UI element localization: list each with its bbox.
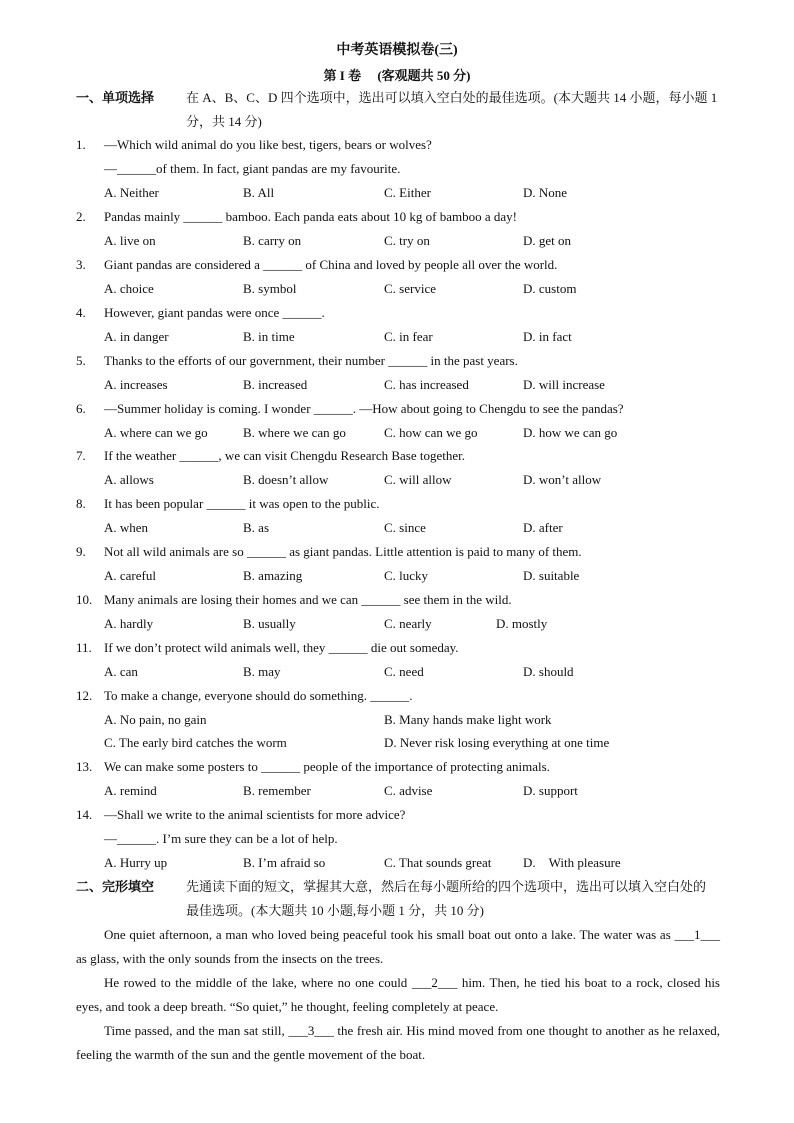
option-b[interactable]: B. amazing: [243, 568, 303, 583]
question-14-line-2: [76, 827, 720, 851]
question-2-options: [104, 229, 724, 253]
option-b[interactable]: B. carry on: [243, 233, 302, 248]
option-c[interactable]: C. has increased: [384, 377, 469, 392]
question-12-options-row-1: [104, 708, 724, 732]
section-1-label: 一、单项选择: [76, 90, 155, 105]
option-d[interactable]: D. With pleasure: [523, 855, 621, 870]
option-d[interactable]: D. will increase: [523, 377, 605, 392]
question-1-line-2: [76, 157, 720, 181]
option-c[interactable]: C. nearly: [384, 616, 432, 631]
option-d[interactable]: D. custom: [523, 281, 577, 296]
option-d[interactable]: D. in fact: [523, 329, 572, 344]
question-7-options: [104, 468, 724, 492]
option-a[interactable]: A. live on: [104, 233, 156, 248]
passage-paragraph: He rowed to the middle of the lake, where no one could ___2___ him. Then, he tied his boat to a rock, closed his eyes, and took a deep breath. “So quiet,” he thought, feeling completely at peace.: [76, 975, 720, 1014]
section-2-header: [76, 875, 716, 918]
question-14-options: [104, 851, 724, 875]
question-number: 14.: [76, 807, 93, 822]
question-13-options: [104, 779, 724, 803]
question-3: [76, 253, 720, 277]
question-stem: To make a change, everyone should do something. ______.: [104, 688, 413, 703]
question-number: 11.: [76, 640, 92, 655]
question-stem: Giant pandas are considered a ______ of China and loved by people all over the world.: [104, 257, 558, 272]
section-1-header: [76, 86, 718, 129]
option-d[interactable]: D. Never risk losing everything at one time: [384, 735, 610, 750]
question-number: 6.: [76, 401, 86, 416]
question-stem: Thanks to the efforts of our government, their number ______ in the past years.: [104, 353, 518, 368]
question-stem: However, giant pandas were once ______.: [104, 305, 325, 320]
question-1-options: [104, 181, 724, 205]
question-12: [76, 684, 720, 708]
option-d[interactable]: D. None: [523, 185, 568, 200]
option-b[interactable]: B. usually: [243, 616, 296, 631]
option-a[interactable]: A. where can we go: [104, 425, 208, 440]
option-a[interactable]: A. remind: [104, 783, 157, 798]
passage-paragraph: One quiet afternoon, a man who loved being peaceful took his small boat out onto a lake. The water was as ___1___ as glass, with the only sounds from the insects on the trees.: [76, 927, 720, 966]
option-d[interactable]: D. should: [523, 664, 574, 679]
option-d[interactable]: D. support: [523, 783, 578, 798]
question-stem: It has been popular ______ it was open to the public.: [104, 496, 380, 511]
question-stem: We can make some posters to ______ people of the importance of protecting animals.: [104, 759, 550, 774]
question-8: [76, 492, 720, 516]
question-7: [76, 444, 720, 468]
question-number: 1.: [76, 137, 86, 152]
option-a[interactable]: A. in danger: [104, 329, 169, 344]
question-4: [76, 301, 720, 325]
option-a[interactable]: A. choice: [104, 281, 154, 296]
question-6-options: [104, 421, 724, 445]
option-b[interactable]: B. increased: [243, 377, 308, 392]
option-b[interactable]: B. I’m afraid so: [243, 855, 326, 870]
question-stem: If we don’t protect wild animals well, they ______ die out someday.: [104, 640, 459, 655]
option-b[interactable]: B. where we can go: [243, 425, 346, 440]
question-stem: Pandas mainly ______ bamboo. Each panda eats about 10 kg of bamboo a day!: [104, 209, 518, 224]
question-stem-2: —______of them. In fact, giant pandas are my favourite.: [104, 161, 401, 176]
section-2-instruction: 先通读下面的短文，掌握其大意，然后在每小题所给的四个选项中，选出可以填入空白处的最佳选项。(本大题共 10 小题,每小题 1 分，共 10 分): [186, 879, 707, 918]
option-c[interactable]: C. Either: [384, 185, 431, 200]
option-a[interactable]: A. can: [104, 664, 138, 679]
option-c[interactable]: C. That sounds great: [384, 855, 492, 870]
question-5-options: [104, 373, 724, 397]
question-11-options: [104, 660, 724, 684]
question-14: [76, 803, 720, 827]
question-3-options: [104, 277, 724, 301]
option-b[interactable]: B. remember: [243, 783, 311, 798]
question-stem: —Summer holiday is coming. I wonder ______. —How about going to Chengdu to see the pandas?: [104, 401, 624, 416]
option-d[interactable]: D. how we can go: [523, 425, 618, 440]
question-number: 8.: [76, 496, 86, 511]
question-number: 13.: [76, 759, 93, 774]
question-stem: If the weather ______, we can visit Chengdu Research Base together.: [104, 448, 465, 463]
section-1-instruction: 在 A、B、C、D 四个选项中，选出可以填入空白处的最佳选项。(本大题共 14 小题，每小题 1 分，共 14 分): [186, 90, 718, 129]
question-number: 2.: [76, 209, 86, 224]
question-stem-2: —______. I’m sure they can be a lot of help.: [104, 831, 338, 846]
question-12-options-row-2: [104, 731, 724, 755]
question-11: [76, 636, 720, 660]
option-c[interactable]: C. lucky: [384, 568, 429, 583]
option-b[interactable]: B. Many hands make light work: [384, 712, 552, 727]
option-b[interactable]: B. as: [243, 520, 269, 535]
question-stem: —Which wild animal do you like best, tigers, bears or wolves?: [104, 137, 432, 152]
question-stem: —Shall we write to the animal scientists for more advice?: [104, 807, 406, 822]
option-d[interactable]: D. mostly: [496, 616, 548, 631]
question-1: [76, 133, 720, 157]
option-a[interactable]: A. allows: [104, 472, 154, 487]
question-4-options: [104, 325, 724, 349]
option-c[interactable]: C. The early bird catches the worm: [104, 735, 287, 750]
question-9: [76, 540, 720, 564]
option-c[interactable]: C. advise: [384, 783, 433, 798]
question-number: 5.: [76, 353, 86, 368]
option-c[interactable]: C. try on: [384, 233, 430, 248]
question-10: [76, 588, 720, 612]
question-10-options: [104, 612, 724, 636]
option-c[interactable]: C. since: [384, 520, 426, 535]
option-a[interactable]: A. Hurry up: [104, 855, 168, 870]
question-number: 7.: [76, 448, 86, 463]
question-number: 10.: [76, 592, 93, 607]
option-a[interactable]: A. Neither: [104, 185, 159, 200]
option-b[interactable]: B. symbol: [243, 281, 297, 296]
question-9-options: [104, 564, 724, 588]
option-b[interactable]: B. doesn’t allow: [243, 472, 329, 487]
option-a[interactable]: A. careful: [104, 568, 156, 583]
passage-paragraph: Time passed, and the man sat still, ___3___ the fresh air. His mind moved from one thought to another as he relaxed, feeling the warmth of the sun and the gentle movement of the boat.: [76, 1023, 720, 1062]
option-a[interactable]: A. when: [104, 520, 149, 535]
question-number: 4.: [76, 305, 86, 320]
question-2: [76, 205, 720, 229]
option-b[interactable]: B. may: [243, 664, 281, 679]
question-stem: Not all wild animals are so ______ as giant pandas. Little attention is paid to many of them.: [104, 544, 582, 559]
option-c[interactable]: C. will allow: [384, 472, 452, 487]
option-d[interactable]: D. after: [523, 520, 563, 535]
option-c[interactable]: C. how can we go: [384, 425, 478, 440]
page-title: 中考英语模拟卷(三): [336, 43, 458, 58]
option-d[interactable]: D. suitable: [523, 568, 580, 583]
option-a[interactable]: A. hardly: [104, 616, 154, 631]
option-a[interactable]: A. increases: [104, 377, 168, 392]
question-13: [76, 755, 720, 779]
option-a[interactable]: A. No pain, no gain: [104, 712, 207, 727]
option-d[interactable]: D. won’t allow: [523, 472, 602, 487]
question-number: 9.: [76, 544, 86, 559]
section-2-label: 二、完形填空: [76, 879, 155, 894]
option-d[interactable]: D. get on: [523, 233, 572, 248]
option-c[interactable]: C. in fear: [384, 329, 433, 344]
question-6: [76, 397, 720, 421]
page-subtitle: 第 I 卷 (客观题共 50 分): [323, 68, 471, 83]
question-8-options: [104, 516, 724, 540]
option-c[interactable]: C. need: [384, 664, 424, 679]
cloze-passage: [76, 923, 720, 1067]
option-b[interactable]: B. All: [243, 185, 275, 200]
question-number: 12.: [76, 688, 93, 703]
question-number: 3.: [76, 257, 86, 272]
question-5: [76, 349, 720, 373]
option-b[interactable]: B. in time: [243, 329, 295, 344]
question-stem: Many animals are losing their homes and we can ______ see them in the wild.: [104, 592, 512, 607]
option-c[interactable]: C. service: [384, 281, 436, 296]
